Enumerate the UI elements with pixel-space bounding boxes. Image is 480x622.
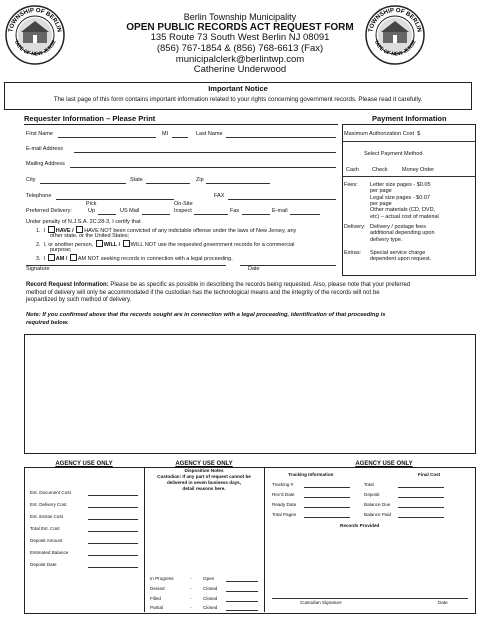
last-name-field[interactable] — [226, 137, 336, 138]
zip-label: Zip — [196, 177, 204, 183]
deposit-label: Deposit — [364, 492, 380, 497]
denied-closed-label: Closed — [203, 586, 218, 591]
estimated-balance-field[interactable] — [88, 555, 138, 556]
date-field[interactable] — [240, 265, 336, 266]
record-request-info: Record Request Information: Please be as specific as possible in describing the records being requested. Also, please note that your preferred method of delivery will only be accommodated if the custodian has the technological means and the integrity of the records will not be jeopardized by such method of delivery. — [26, 282, 411, 303]
denied-label: Denied — [150, 586, 165, 591]
agency-title-1: AGENCY USE ONLY — [55, 461, 113, 467]
tracking-info-label: Tracking Information — [288, 472, 334, 477]
city-label: City — [26, 177, 36, 183]
preferred-delivery-label: Preferred Delivery: — [26, 208, 72, 214]
total-field[interactable] — [398, 487, 444, 488]
mailing-label: Mailing Address — [26, 161, 65, 167]
check-option[interactable]: Check — [372, 167, 388, 173]
telephone-field[interactable] — [56, 199, 174, 200]
select-payment-label: Select Payment Method — [364, 151, 423, 157]
custodian-date-label: Date — [438, 600, 448, 605]
delivery-details: Delivery / postage fees additional depending upon delivery type. — [370, 224, 435, 243]
total-est-cost-field[interactable] — [88, 531, 138, 532]
money-order-option[interactable]: Money Order — [402, 167, 435, 173]
custodian-signature-label: Custodian Signature — [300, 600, 342, 605]
pick-label: Pick — [86, 201, 97, 207]
mailing-field[interactable] — [70, 167, 336, 168]
requester-heading: Requester Information – Please Print — [24, 114, 156, 123]
open-label: Open — [203, 576, 215, 581]
total-pages-field[interactable] — [304, 517, 350, 518]
date-label: Date — [248, 266, 260, 272]
records-provided-area[interactable] — [270, 530, 468, 596]
balance-paid-label: Balance Paid — [364, 512, 392, 517]
form-header — [0, 12, 480, 76]
cash-option[interactable]: Cash — [346, 167, 359, 173]
svg-text:TOWNSHIP OF BERLIN: TOWNSHIP OF BERLIN — [8, 7, 62, 33]
form-title: OPEN PUBLIC RECORDS ACT REQUEST FORM — [126, 22, 354, 34]
cert-item-2: 2. I, or another person, WILL / WILL NOT use the requested government records for a commercial — [36, 242, 295, 248]
extras-label: Extras: — [344, 250, 362, 256]
deposit-amount-field[interactable] — [88, 543, 138, 544]
estimated-balance-label: Estimated Balance — [30, 550, 69, 555]
pickup-blank[interactable] — [98, 214, 116, 215]
deposit-date-field[interactable] — [88, 567, 138, 568]
ready-date-field[interactable] — [304, 507, 350, 508]
clerk-name: Catherine Underwood — [193, 64, 287, 76]
tracking-num-label: Tracking # — [272, 482, 294, 487]
city-field[interactable] — [40, 183, 126, 184]
in-progress-open-field[interactable] — [226, 581, 258, 582]
municipality-name: Berlin Township Municipality — [183, 12, 297, 22]
svg-text:STATE OF NEW JERSEY: TATE OF NEW JERSE — [372, 39, 418, 58]
signature-label: Signature — [26, 266, 50, 272]
custodian-note-2: delivered in seven business days, — [166, 480, 242, 485]
disposition-notes-area[interactable] — [148, 494, 260, 568]
email-blank[interactable] — [290, 214, 320, 215]
tracking-num-field[interactable] — [304, 487, 350, 488]
signature-field[interactable] — [26, 265, 226, 266]
balance-due-label: Balance Due — [364, 502, 391, 507]
cert-item-1-cont: other state, or the United States; — [50, 233, 130, 239]
telephone-label: Telephone — [26, 193, 52, 199]
total-pages-label: Total Pages — [272, 512, 297, 517]
custodian-note-3: detail reasons here. — [182, 486, 226, 491]
fax-option[interactable]: Fax — [230, 208, 240, 214]
ready-date-label: Ready Date — [272, 502, 297, 507]
fax-field[interactable] — [228, 199, 336, 200]
disposition-notes-label: Disposition Notes — [184, 468, 224, 473]
cert-item-2-cont: purpose; — [50, 247, 72, 253]
custodian-signature-line[interactable] — [272, 598, 468, 599]
recd-date-field[interactable] — [304, 497, 350, 498]
last-name-label: Last Name — [196, 131, 223, 137]
am-not-checkbox[interactable] — [70, 254, 77, 261]
delivery-label: Delivery: — [344, 224, 366, 230]
pickup-option[interactable]: Up — [88, 208, 96, 214]
penalty-statement: Under penalty of N.J.S.A. 2C:28-3, I certify that — [26, 219, 141, 225]
total-label: Total — [364, 482, 374, 487]
zip-field[interactable] — [206, 183, 270, 184]
address: 135 Route 73 South West Berlin NJ 08091 — [150, 32, 330, 44]
am-checkbox[interactable] — [48, 254, 55, 261]
cert-item-1: 1. I HAVE / HAVE NOT been convicted of any indictable offense under the laws of New Jersey, any — [36, 228, 297, 234]
max-cost-divider — [342, 141, 476, 142]
filled-closed-label: Closed — [203, 596, 218, 601]
have-not-checkbox[interactable] — [76, 226, 83, 233]
recd-date-label: Rec'd Date — [272, 492, 295, 497]
payment-divider — [342, 176, 476, 177]
fax-blank[interactable] — [242, 214, 270, 215]
cert-item-3: 3. I AM / AM NOT seeking records in connection with a legal proceeding. — [36, 256, 233, 262]
est-delivery-cost-label: Est. Delivery Cost — [30, 502, 67, 507]
final-cost-label: Final Cost — [418, 472, 441, 477]
legal-proceeding-note: Note: If you confirmed above that the records sought are in connection with a legal proceeding, identification of that proceeding is required below. — [26, 312, 386, 326]
state-field[interactable] — [146, 183, 190, 184]
notice-text: The last page of this form contains important information related to your rights concerning government records. Please read it carefully. — [53, 96, 423, 103]
filled-label: Filled — [150, 596, 161, 601]
balance-due-field[interactable] — [398, 507, 444, 508]
first-name-field[interactable] — [58, 137, 156, 138]
in-progress-label: In Progress — [150, 576, 174, 581]
phone-fax: (856) 767-1854 & (856) 768-6613 (Fax) — [156, 42, 324, 54]
agency-title-3: AGENCY USE ONLY — [355, 461, 413, 467]
deposit-field[interactable] — [398, 497, 444, 498]
extras-details: Special service charge dependent upon request. — [370, 250, 432, 263]
state-label: State — [130, 177, 143, 183]
custodian-note-1: Custodian: If any part of request cannot be — [157, 474, 251, 479]
denied-closed-field[interactable] — [226, 591, 258, 592]
est-delivery-cost-field[interactable] — [88, 507, 138, 508]
mi-field[interactable] — [172, 137, 188, 138]
est-doc-cost-field[interactable] — [88, 495, 138, 496]
will-not-checkbox[interactable] — [123, 240, 130, 247]
fees-label: Fees: — [344, 182, 358, 188]
est-extras-cost-label: Est. Extras Cost — [30, 514, 63, 519]
onsite-label: On-Site — [174, 201, 193, 207]
inspect-blank[interactable] — [194, 214, 228, 215]
fax-label: FAX — [214, 193, 225, 199]
filled-closed-field[interactable] — [226, 601, 258, 602]
max-cost-label: Maximum Authorization Cost $ — [344, 131, 421, 137]
partial-closed-label: Closed — [203, 605, 218, 610]
email-label: E-mail Address — [26, 146, 63, 152]
partial-closed-field[interactable] — [226, 610, 258, 611]
email-field[interactable] — [74, 152, 336, 153]
inspect-option[interactable]: Inspect — [174, 208, 192, 214]
email-link[interactable]: municipalclerk@berlintwp.com — [175, 53, 305, 65]
notice-title: Important Notice — [208, 84, 268, 93]
records-requested-textarea[interactable] — [24, 334, 476, 454]
records-provided-label: Records Provided — [340, 523, 380, 528]
have-checkbox[interactable] — [48, 226, 55, 233]
agency-title-2: AGENCY USE ONLY — [175, 461, 233, 467]
mi-label: MI — [162, 131, 169, 137]
usmail-blank[interactable] — [142, 214, 170, 215]
balance-paid-field[interactable] — [398, 517, 444, 518]
email-option[interactable]: E-mail — [272, 208, 288, 214]
will-checkbox[interactable] — [96, 240, 103, 247]
svg-text:STATE OF NEW JERSEY: TATE OF NEW JERSE — [12, 39, 58, 58]
partial-label: Partial — [150, 605, 164, 610]
deposit-amount-label: Deposit Amount — [30, 538, 63, 543]
deposit-date-label: Deposit Date — [30, 562, 57, 567]
est-doc-cost-label: Est. Document Cost — [30, 490, 71, 495]
first-name-label: First Name — [26, 131, 53, 137]
important-notice — [4, 82, 472, 110]
payment-heading: Payment Information — [372, 114, 447, 123]
svg-text:TOWNSHIP OF BERLIN: TOWNSHIP OF BERLIN — [368, 7, 422, 33]
total-est-cost-label: Total Est. Cost — [30, 526, 60, 531]
fees-details: Letter size pages - $0.05 per page Legal size pages - $0.07 per page Other materials (CD, DVD, etc) – actual cost of material — [370, 182, 439, 220]
usmail-option[interactable]: US Mail — [120, 208, 140, 214]
est-extras-cost-field[interactable] — [88, 519, 138, 520]
